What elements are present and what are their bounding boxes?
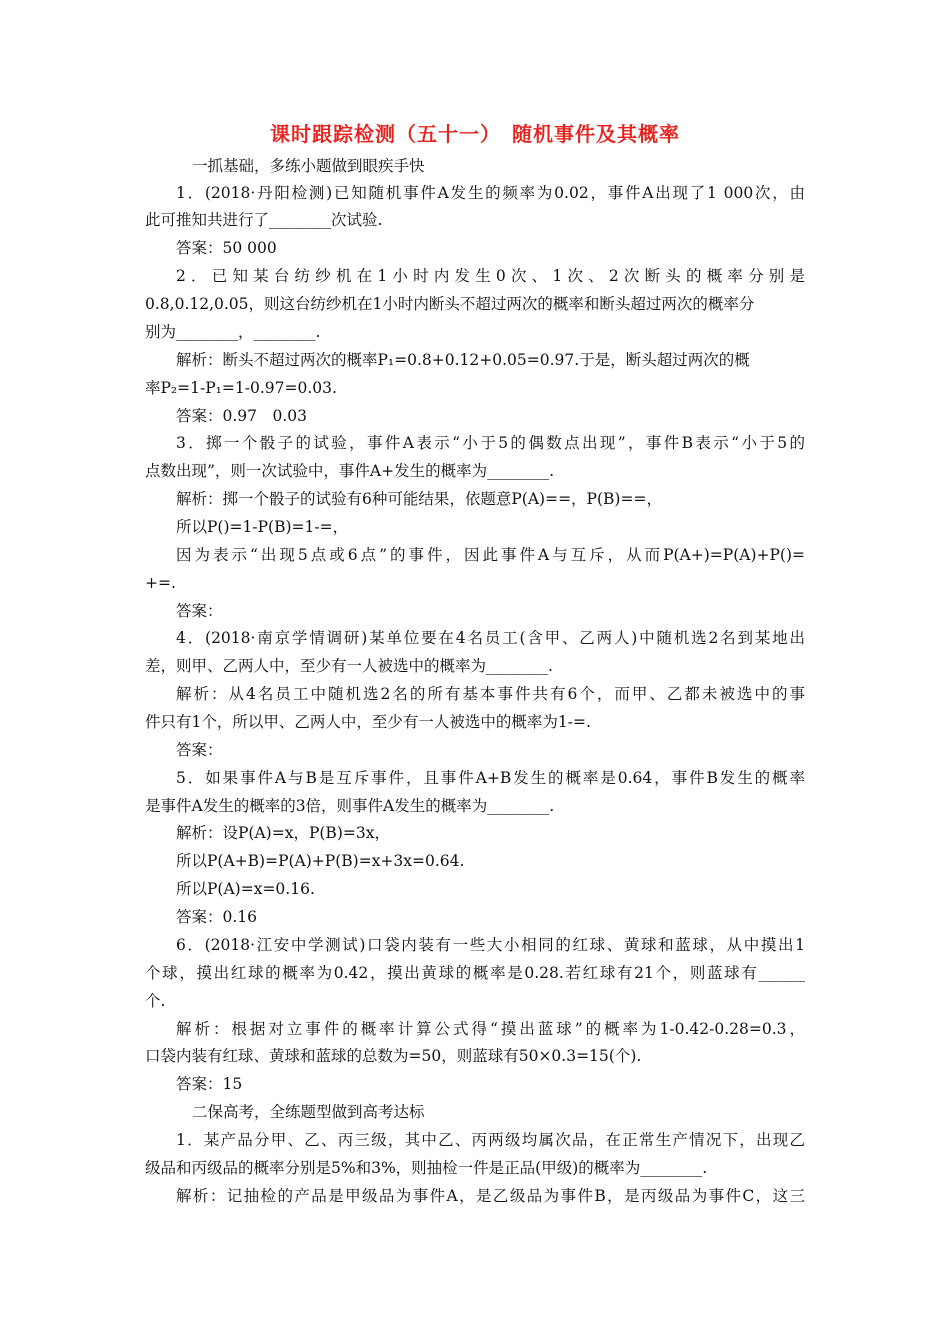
question-text: 1．某产品分甲、乙、丙三级，其中乙、丙两级均属次品，在正常生产情况下，出现乙 bbox=[176, 1131, 805, 1149]
question-text: 级品和丙级品的概率分别是5%和3%，则抽检一件是正品(甲级)的概率为________. bbox=[145, 1159, 708, 1177]
section-heading: 一抓基础，多练小题做到眼疾手快 bbox=[192, 157, 425, 175]
solution-text: 解析：根据对立事件的概率计算公式得“摸出蓝球”的概率为1-0.42-0.28=0.3， bbox=[176, 1020, 805, 1038]
solution-text: 口袋内装有红球、黄球和蓝球的总数为=50，则蓝球有50×0.3=15(个). bbox=[145, 1047, 642, 1065]
question-text: 5．如果事件A与B是互斥事件，且事件A+B发生的概率是0.64，事件B发生的概率 bbox=[176, 769, 805, 787]
question-text: 是事件A发生的概率的3倍，则事件A发生的概率为________. bbox=[145, 797, 555, 815]
solution-text: 因为表示“出现5点或6点”的事件，因此事件A与互斥，从而P(A+)=P(A)+P()= bbox=[176, 546, 805, 564]
question-text: 1．(2018·丹阳检测)已知随机事件A发生的频率为0.02，事件A出现了1 000次，由 bbox=[176, 184, 805, 202]
question-text: 此可推知共进行了________次试验. bbox=[145, 211, 383, 229]
solution-text: 解析：设P(A)=x，P(B)=3x， bbox=[176, 824, 390, 842]
solution-text: 所以P(A+B)=P(A)+P(B)=x+3x=0.64. bbox=[176, 852, 465, 870]
solution-text: 解析：从4名员工中随机选2名的所有基本事件共有6个，而甲、乙都未被选中的事 bbox=[176, 685, 805, 703]
question-text: 点数出现”，则一次试验中，事件A+发生的概率为________. bbox=[145, 462, 555, 480]
question-text: 差，则甲、乙两人中，至少有一人被选中的概率为________. bbox=[145, 657, 553, 675]
question-text: 0.8,0.12,0.05，则这台纺纱机在1小时内断头不超过两次的概率和断头超过两次的概率分 bbox=[145, 295, 755, 313]
answer-text: 答案：15 bbox=[176, 1075, 243, 1093]
answer-text: 答案：0.97 0.03 bbox=[176, 407, 308, 425]
solution-text: 所以P(A)=x=0.16. bbox=[176, 880, 315, 898]
answer-text: 答案： bbox=[176, 741, 223, 759]
answer-text: 答案：0.16 bbox=[176, 908, 258, 926]
question-text: 4．(2018·南京学情调研)某单位要在4名员工(含甲、乙两人)中随机选2名到某地出 bbox=[176, 629, 805, 647]
solution-text: 件只有1个，所以甲、乙两人中，至少有一人被选中的概率为1-=. bbox=[145, 713, 591, 731]
question-text: 3．掷一个骰子的试验，事件A表示“小于5的偶数点出现”，事件B表示“小于5的 bbox=[176, 434, 805, 452]
answer-text: 答案： bbox=[176, 602, 223, 620]
answer-text: 答案：50 000 bbox=[176, 239, 277, 257]
page-title: 课时跟踪检测（五十一） 随机事件及其概率 bbox=[270, 122, 680, 146]
question-text: 2．已知某台纺纱机在1小时内发生0次、1次、2次断头的概率分别是 bbox=[176, 267, 805, 285]
solution-text: 解析：记抽检的产品是甲级品为事件A，是乙级品为事件B，是丙级品为事件C，这三 bbox=[176, 1187, 805, 1205]
solution-text: +=. bbox=[145, 574, 176, 592]
solution-text: 解析：断头不超过两次的概率P₁=0.8+0.12+0.05=0.97.于是，断头超过两次的概 bbox=[176, 351, 750, 369]
question-text: 6．(2018·江安中学测试)口袋内装有一些大小相同的红球、黄球和蓝球，从中摸出1 bbox=[176, 936, 805, 954]
question-text: 个球，摸出红球的概率为0.42，摸出黄球的概率是0.28.若红球有21个，则蓝球有______ bbox=[145, 964, 805, 982]
solution-text: 率P₂=1-P₁=1-0.97=0.03. bbox=[145, 379, 337, 397]
section-heading: 二保高考，全练题型做到高考达标 bbox=[192, 1103, 425, 1121]
solution-text: 所以P()=1-P(B)=1-=， bbox=[176, 518, 349, 536]
question-text: 别为________，________. bbox=[145, 323, 321, 341]
solution-text: 解析：掷一个骰子的试验有6种可能结果，依题意P(A)==，P(B)==， bbox=[176, 490, 662, 508]
question-text: 个. bbox=[145, 992, 166, 1010]
